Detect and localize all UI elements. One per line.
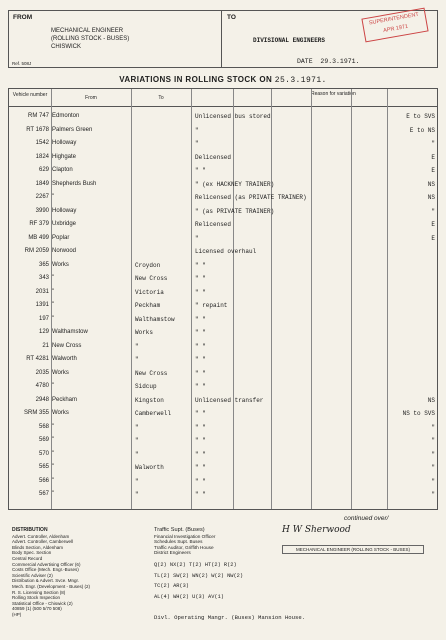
code-line: Q(2) NX(2) T(2) HT(2) R(2) <box>154 562 237 568</box>
table-row <box>9 192 437 204</box>
reason-cell: Relicensed (as PRIVATE TRAINER) <box>195 194 307 201</box>
header-to: To <box>131 89 191 107</box>
reason-cell: Relicensed <box>195 221 232 228</box>
from-cell: " <box>52 450 55 457</box>
engineer-cell: " <box>431 464 435 471</box>
from-cell: Walthamstow <box>52 329 88 335</box>
recipient-line: Traffic Auditor, Griffith House <box>154 544 214 550</box>
reason-cell: Unlicensed bus stored <box>195 113 271 120</box>
table-row <box>9 219 437 231</box>
reason-cell: " " <box>195 450 206 458</box>
code-line: TC(2) AR(3) <box>154 583 189 589</box>
reason-cell: " <box>195 140 199 147</box>
engineer-cell: E <box>431 153 435 161</box>
table-row <box>9 476 437 488</box>
engineer-cell: E to NS <box>409 126 435 134</box>
table-row <box>9 179 437 191</box>
to-recipient: DIVISIONAL ENGINEERS <box>253 37 326 44</box>
recipient-line: Schedules Supt. Buses <box>154 539 203 545</box>
table-row <box>9 354 437 366</box>
vehicle-number: 3990 <box>35 207 49 214</box>
to-cell: Works <box>135 329 154 336</box>
from-cell: Norwood <box>52 248 77 254</box>
to-label: TO <box>227 14 236 21</box>
from-cell: Works <box>52 410 69 416</box>
distribution-item: Rolling Stock Inspection <box>12 595 61 601</box>
vehicle-number: 1391 <box>35 302 49 308</box>
engineer-cell: NS <box>427 180 435 188</box>
distribution-item: Costs Office (Mech. Engr.-Buses) <box>12 567 79 573</box>
from-cell: " <box>52 423 55 430</box>
stamp-line: APR 1971 <box>382 23 409 35</box>
to-cell: Walworth <box>135 464 164 471</box>
table-row <box>9 381 437 393</box>
table-row <box>9 206 437 218</box>
to-cell: " <box>135 450 139 458</box>
vehicle-number: 4780 <box>35 383 49 389</box>
reason-cell: " repaint <box>195 302 228 309</box>
table-row <box>9 125 437 137</box>
header-from: From <box>51 89 131 107</box>
vehicle-number: 365 <box>38 261 49 268</box>
distribution-item: Mech. Engr. (Development - Buses) (2) <box>12 583 91 589</box>
vehicle-number: RF 379 <box>29 221 49 227</box>
from-cell: New Cross <box>52 342 82 349</box>
to-cell: Peckham <box>135 302 161 309</box>
from-cell: " <box>52 383 55 389</box>
reason-cell: " " <box>195 464 206 471</box>
table-row <box>9 165 437 177</box>
vehicle-number: 1542 <box>35 140 49 146</box>
engineer-cell: E <box>431 234 435 242</box>
reason-cell: " " <box>195 275 206 282</box>
from-line: MECHANICAL ENGINEER <box>51 28 124 34</box>
depot-codes <box>154 560 243 602</box>
reason-cell: " " <box>195 167 206 174</box>
table-row <box>9 408 437 420</box>
distribution-item: Distribution & Advert. Svce. Mngr. <box>12 578 80 584</box>
to-cell: Kingston <box>135 396 164 404</box>
date-label: DATE <box>297 58 313 65</box>
continued-note: continued over/ <box>344 515 389 522</box>
engineer-cell: " <box>431 450 435 458</box>
reason-cell: " " <box>195 329 206 336</box>
from-section <box>9 11 222 67</box>
traffic-recipients <box>154 528 215 556</box>
divisional-line: Divl. Operating Mangr. (Buses) Mansion House. <box>154 614 306 621</box>
from-line: (ROLLING STOCK - BUSES) <box>51 36 130 42</box>
from-cell: " <box>52 477 55 484</box>
engineer-cell: E <box>431 221 435 228</box>
from-cell: Walworth <box>52 356 77 362</box>
vehicle-number: 570 <box>38 450 49 457</box>
distribution-item: Commercial Advertising Officer (6) <box>12 561 81 567</box>
vehicle-number: 2035 <box>35 369 49 376</box>
engineer-cell: " <box>431 437 435 444</box>
code-line: TL(2) SW(2) WN(2) W(2) NW(2) <box>154 572 244 579</box>
to-cell: Croydon <box>135 261 161 269</box>
distribution-list <box>12 528 152 618</box>
from-address <box>51 27 129 51</box>
vehicle-number: 567 <box>38 491 49 497</box>
header-vehicle: Vehicle number <box>9 89 51 107</box>
ref-number: Ref. 508J <box>12 61 32 66</box>
signatory-title: MECHANICAL ENGINEER (ROLLING STOCK - BUSES) <box>282 545 424 554</box>
received-stamp <box>361 8 428 43</box>
engineer-cell: NS <box>427 396 435 404</box>
to-cell: Walthamstow <box>135 315 175 323</box>
from-cell: Highgate <box>52 153 77 160</box>
reason-cell: " " <box>195 369 206 377</box>
title-date: 25.3.1971. <box>274 76 327 85</box>
to-cell: New Cross <box>135 275 168 282</box>
from-cell: Holloway <box>52 140 77 146</box>
reason-cell: " " <box>195 491 206 498</box>
page-title <box>0 75 446 85</box>
reason-cell: Unlicensed transfer <box>195 396 264 404</box>
from-cell: " <box>52 315 55 322</box>
from-cell: Edmonton <box>52 113 80 119</box>
vehicle-number: MB 499 <box>28 234 49 241</box>
distribution-item: Advert. Controller, Aldenham <box>12 533 70 539</box>
from-cell: " <box>52 437 55 443</box>
from-cell: " <box>52 275 55 281</box>
stamp-line: SUPERINTENDENT <box>368 11 420 27</box>
vehicle-number: RM 747 <box>27 113 49 119</box>
from-cell: Uxbridge <box>52 221 77 227</box>
vehicle-number: 197 <box>38 315 49 322</box>
vehicle-number: SRM 355 <box>23 410 49 416</box>
table-row <box>9 233 437 245</box>
table-row <box>9 395 437 407</box>
distribution-items <box>12 534 152 618</box>
distribution-title: DISTRIBUTION <box>12 527 48 533</box>
from-cell: " <box>52 194 55 200</box>
to-cell: " <box>135 437 139 444</box>
from-cell: Palmers Green <box>52 126 93 133</box>
from-cell: " <box>52 288 55 295</box>
from-cell: " <box>52 302 55 308</box>
header-box <box>8 10 438 68</box>
table-row <box>9 287 437 299</box>
vehicle-number: 2031 <box>35 288 49 295</box>
reason-cell: Delicensed <box>195 153 232 161</box>
recipient-line: Financial Investigation Officer <box>154 533 216 539</box>
table-row <box>9 341 437 353</box>
engineer-cell: NS <box>427 194 435 201</box>
engineer-cell: E <box>431 167 435 174</box>
from-cell: " <box>52 464 55 470</box>
reason-cell: " " <box>195 315 206 323</box>
engineer-cell: " <box>431 491 435 498</box>
reason-cell: " " <box>195 342 206 350</box>
reason-cell: " <box>195 126 199 134</box>
vehicle-number: 566 <box>38 477 49 484</box>
to-cell: " <box>135 342 139 350</box>
to-cell: Camberwell <box>135 410 172 417</box>
distribution-item: R. S. Licensing Section (8) <box>12 589 66 595</box>
date-field <box>297 58 359 65</box>
from-cell: Works <box>52 369 69 376</box>
reason-cell: " <box>195 234 199 242</box>
to-cell: " <box>135 423 139 431</box>
distribution-item: Advert. Controller, Camberwell <box>12 539 74 545</box>
table-row <box>9 152 437 164</box>
vehicle-number: 569 <box>38 437 49 443</box>
reason-cell: " " <box>195 423 206 431</box>
date-value: 29.3.1971. <box>320 58 360 65</box>
to-cell: " <box>135 356 139 363</box>
reason-cell: " " <box>195 288 206 296</box>
from-line: CHISWICK <box>51 44 81 50</box>
title-text: VARIATIONS IN ROLLING STOCK ON <box>119 75 273 84</box>
vehicle-number: RM 2059 <box>24 248 49 254</box>
engineer-cell: " <box>431 477 435 485</box>
table-row <box>9 368 437 380</box>
from-cell: Works <box>52 261 69 268</box>
table-row <box>9 273 437 285</box>
engineer-cell: NS to SVS <box>402 410 435 417</box>
table-row <box>9 246 437 258</box>
reason-cell: " (ex HACKNEY TRAINER) <box>195 180 275 188</box>
engineer-cell: " <box>431 207 435 215</box>
code-line: AL(4) WH(2) U(3) AV(1) <box>154 593 224 600</box>
distribution-item: Central Record <box>12 555 43 561</box>
reason-cell: " " <box>195 261 206 269</box>
distribution-item: Scientific Adviser (2) <box>12 572 53 578</box>
table-row <box>9 327 437 339</box>
vehicle-number: 129 <box>38 329 49 335</box>
from-cell: Clapton <box>52 167 73 173</box>
table-row <box>9 489 437 501</box>
vehicle-number: 343 <box>38 275 49 281</box>
reason-cell: " (as PRIVATE TRAINER) <box>195 207 275 215</box>
table-row <box>9 111 437 123</box>
from-cell: Poplar <box>52 234 70 241</box>
recipient-line: District Engineers <box>154 550 191 556</box>
engineer-cell: " <box>431 140 435 147</box>
from-cell: Shepherds Bush <box>52 180 97 187</box>
vehicle-number: 2267 <box>35 194 49 200</box>
table-row <box>9 462 437 474</box>
distribution-item: (HP) <box>12 611 22 617</box>
table-row <box>9 260 437 272</box>
distribution-item: Blinds Section, Aldenham <box>12 544 64 550</box>
from-label: FROM <box>13 14 33 21</box>
header-reason: Reason for variation <box>191 89 437 107</box>
from-cell: Holloway <box>52 207 77 214</box>
engineer-cell: E to SVS <box>406 113 435 120</box>
distribution-item: Body Spec. Section <box>12 550 52 556</box>
distribution-item: 40859 (1) (500 5/70 508) <box>12 606 62 612</box>
reason-cell: " " <box>195 437 206 444</box>
variations-table <box>8 88 438 510</box>
vehicle-number: 1824 <box>35 153 49 160</box>
vehicle-number: 21 <box>42 342 49 349</box>
from-cell: " <box>52 491 55 497</box>
reason-cell: " " <box>195 383 206 390</box>
to-cell: " <box>135 491 139 498</box>
to-cell: New Cross <box>135 369 168 377</box>
to-cell: Sidcup <box>135 383 157 390</box>
reason-cell: " " <box>195 410 206 417</box>
to-cell: Victoria <box>135 288 164 296</box>
table-row <box>9 422 437 434</box>
distribution-item: Statistical Office - Chiswick (2) <box>12 600 73 606</box>
table-row <box>9 138 437 150</box>
vehicle-number: 568 <box>38 423 49 430</box>
reason-cell: Licensed overhaul <box>195 248 257 255</box>
to-cell: " <box>135 477 139 485</box>
engineer-cell: " <box>431 423 435 431</box>
table-row <box>9 300 437 312</box>
table-row <box>9 435 437 447</box>
vehicle-number: 565 <box>38 464 49 470</box>
from-cell: Peckham <box>52 396 78 403</box>
recipient-line: Traffic Supt. (Buses) <box>154 527 205 533</box>
signature-block <box>282 523 434 565</box>
reason-cell: " " <box>195 356 206 363</box>
vehicle-number: RT 4281 <box>26 356 49 362</box>
table-row <box>9 449 437 461</box>
reason-cell: " " <box>195 477 206 485</box>
vehicle-number: 2948 <box>35 396 49 403</box>
table-row <box>9 314 437 326</box>
vehicle-number: RT 1678 <box>26 126 49 133</box>
vehicle-number: 1849 <box>35 180 49 187</box>
signature: H W Sherwood <box>282 525 351 535</box>
vehicle-number: 629 <box>38 167 49 173</box>
